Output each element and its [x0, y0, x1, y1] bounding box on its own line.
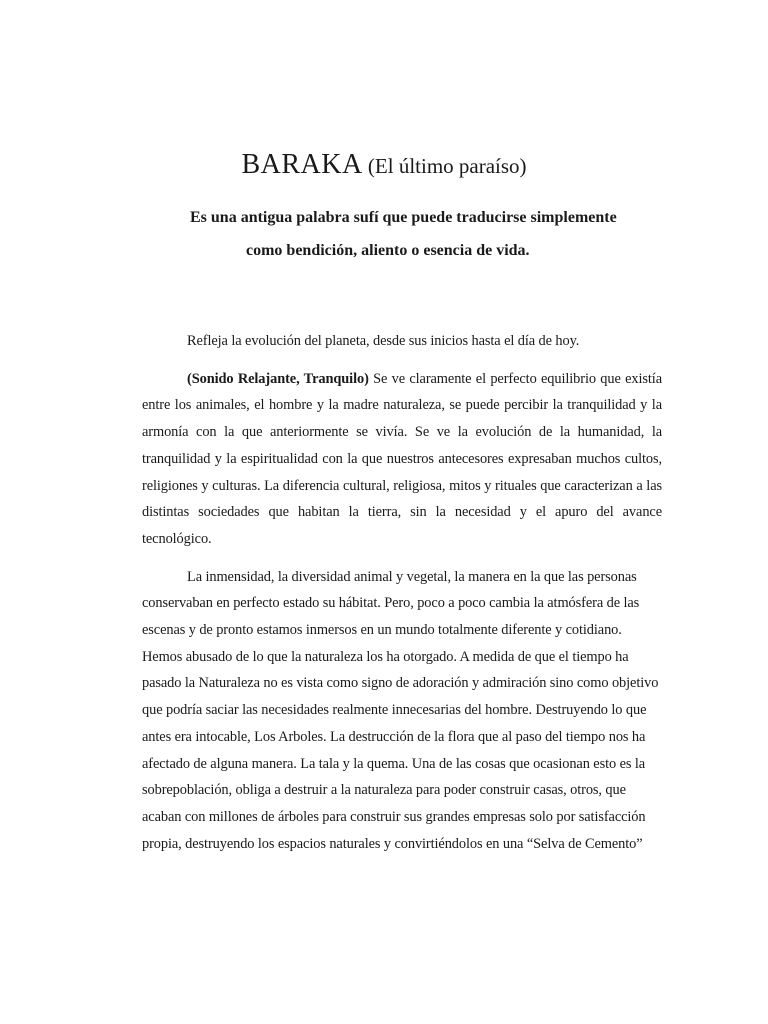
- paragraph-text: Se ve claramente el perfecto equilibrio que existía entre los animales, el hombre y la madre naturaleza, se puede percibir la tranquilidad y la armonía con la que anteriormente se vivía. Se ve la evolución de la humanidad, la tranquilidad y la espiritualidad con la que nuestros antecesores expresaban muchos cultos, religiones y culturas. La diferencia cultural, religiosa, mitos y rituales que caracterizan a las distintas sociedades que habitan la tierra, sin la necesidad y el apuro del avance tecnológico.: [142, 370, 662, 547]
- paragraph-3: [142, 564, 662, 858]
- title-subtitle: (El último paraíso): [362, 154, 527, 178]
- document-title: [0, 146, 768, 179]
- paragraph-text: La inmensidad, la diversidad animal y vegetal, la manera en la que las personas conservaban en perfecto estado su hábitat. Pero, poco a poco cambia la atmósfera de las escenas y de pronto estamos inmersos en un mundo totalmente diferente y cotidiano. Hemos abusado de lo que la naturaleza los ha otorgado. A medida de que el tiempo ha pasado la Naturaleza no es vista como signo de adoración y admiración sino como objetivo que podría saciar las necesidades realmente innecesarias del hombre. Destruyendo lo que antes era intocable, Los Arboles. La destrucción de la flora que al paso del tiempo nos ha afectado de alguna manera. La tala y la quema. Una de las cosas que ocasionan esto es la sobrepoblación, obliga a destruir a la naturaleza para poder construir casas, otros, que acaban con millones de árboles para construir sus grandes empresas solo por satisfacción propia, destruyendo los espacios naturales y convirtiéndolos en una “Selva de Cemento”: [142, 568, 659, 852]
- paragraph-1: [142, 328, 662, 355]
- paragraph-text: Refleja la evolución del planeta, desde sus inicios hasta el día de hoy.: [187, 333, 580, 349]
- paragraph-2: [142, 366, 662, 553]
- subtitle-line-2: como bendición, aliento o esencia de vida.: [246, 242, 530, 259]
- paragraph-lead: (Sonido Relajante, Tranquilo): [187, 370, 369, 387]
- title-main: BARAKA: [241, 149, 363, 180]
- body-text: [142, 328, 662, 868]
- subtitle-line-1: Es una antigua palabra sufí que puede traducirse simplemente: [190, 209, 617, 226]
